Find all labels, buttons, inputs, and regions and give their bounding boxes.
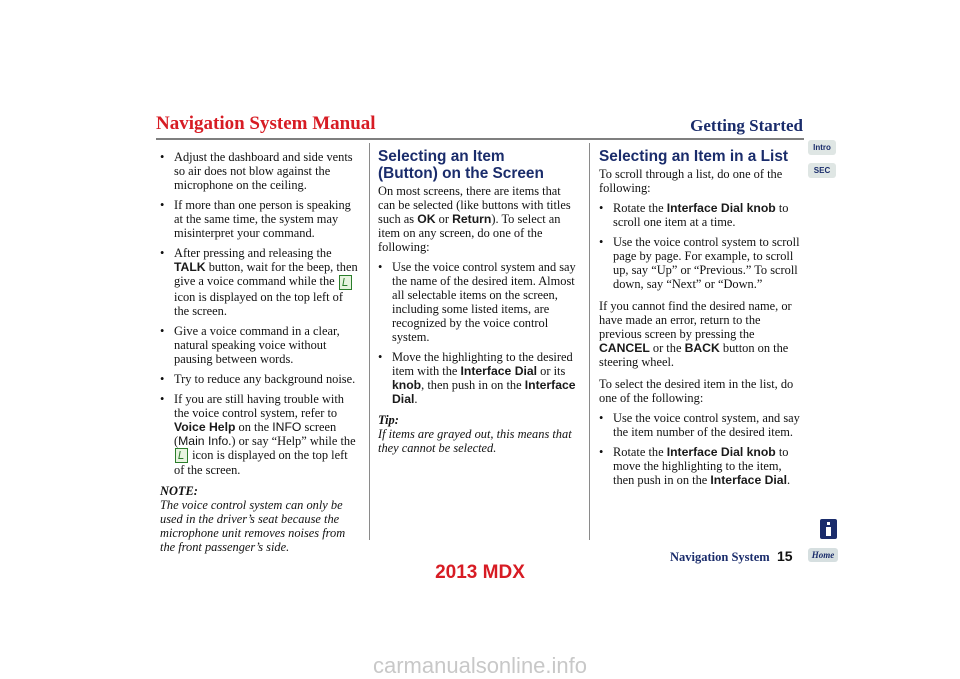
paragraph: If you cannot find the desired name, or have made an error, return to the previous screen by pressing the CANCEL or the BACK button on the steering wheel. <box>599 299 792 369</box>
list-item: • If more than one person is speaking at the same time, the system may misinterpret your command. <box>160 198 351 240</box>
list-item: • After pressing and releasing the TALK button, wait for the beep, then give a voice command while the icon is displayed on the top left of the screen. <box>160 246 358 318</box>
page-number: 15 <box>777 548 793 564</box>
footer-label: Navigation System <box>670 550 770 564</box>
tip-text: If items are grayed out, this means that they cannot be selected. <box>378 427 572 455</box>
column-divider <box>589 143 590 540</box>
list-item: • Try to reduce any background noise. <box>160 371 356 386</box>
list-item: • Rotate the Interface Dial knob to move the highlighting to the item, then push in on the Interface Dial. <box>599 445 791 487</box>
note-label: NOTE: <box>160 484 198 499</box>
talk-button-label: TALK <box>174 260 206 274</box>
column-3 <box>599 148 804 493</box>
header-divider <box>156 138 804 140</box>
section-title: Getting Started <box>690 116 803 135</box>
manual-title: Navigation System Manual <box>156 113 376 134</box>
main-info-label: Main Info <box>178 433 229 448</box>
paragraph: To select the desired item in the list, do one of the following: <box>599 377 794 405</box>
column-divider <box>369 143 370 540</box>
list-item: • Use the voice control system to scroll page by page. For example, to scroll up, say “Up” or “Previous.” To scroll down, say “Next” or “Down.” <box>599 235 800 291</box>
list-item: • Rotate the Interface Dial knob to scroll one item at a time. <box>599 201 789 229</box>
info-screen-label: INFO <box>272 419 302 434</box>
intro-paragraph: To scroll through a list, do one of the following: <box>599 167 783 195</box>
list-item: • Use the voice control system, and say the item number of the desired item. <box>599 411 800 439</box>
voice-help-label: Voice Help <box>174 419 236 434</box>
intro-paragraph: On most screens, there are items that can be selected (like buttons with titles such as OK or Return). To select an item on any screen, do one of the following: <box>378 184 571 254</box>
note-text: The voice control system can only be used in the driver’s seat because the microphone unit removes noises from the front passenger’s side. <box>160 498 346 555</box>
list-item: • Move the highlighting to the desired item with the Interface Dial or its knob, then push in on the Interface Dial. <box>378 350 576 406</box>
section-heading: Selecting an Item (Button) on the Screen <box>378 148 544 182</box>
list-item: • Adjust the dashboard and side vents so air does not blow against the microphone on the ceiling. <box>160 150 353 192</box>
tip-label: Tip: <box>378 413 399 427</box>
list-item: • Use the voice control system and say the name of the desired item. Almost all selectable items on the screen, including some listed items, are recognized by the voice control system. <box>378 260 576 344</box>
home-icon[interactable]: Home <box>808 548 838 562</box>
column-2 <box>378 148 580 455</box>
sec-tab[interactable]: SEC <box>808 163 836 178</box>
column-1 <box>160 150 360 554</box>
intro-tab[interactable]: Intro <box>808 140 836 155</box>
voice-command-icon <box>175 448 188 463</box>
list-item: • If you are still having trouble with the voice control system, refer to Voice Help on the INFO screen (Main Info.) or say “Help” while the icon is displayed on the top left of the screen. <box>160 391 356 478</box>
list-item: • Give a voice command in a clear, natural speaking voice without pausing between words. <box>160 323 340 366</box>
voice-command-icon <box>339 275 352 290</box>
section-heading: Selecting an Item in a List <box>599 148 789 165</box>
model-label: 2013 MDX <box>435 562 525 583</box>
watermark: carmanualsonline.info <box>372 653 588 678</box>
info-icon[interactable] <box>820 519 837 539</box>
